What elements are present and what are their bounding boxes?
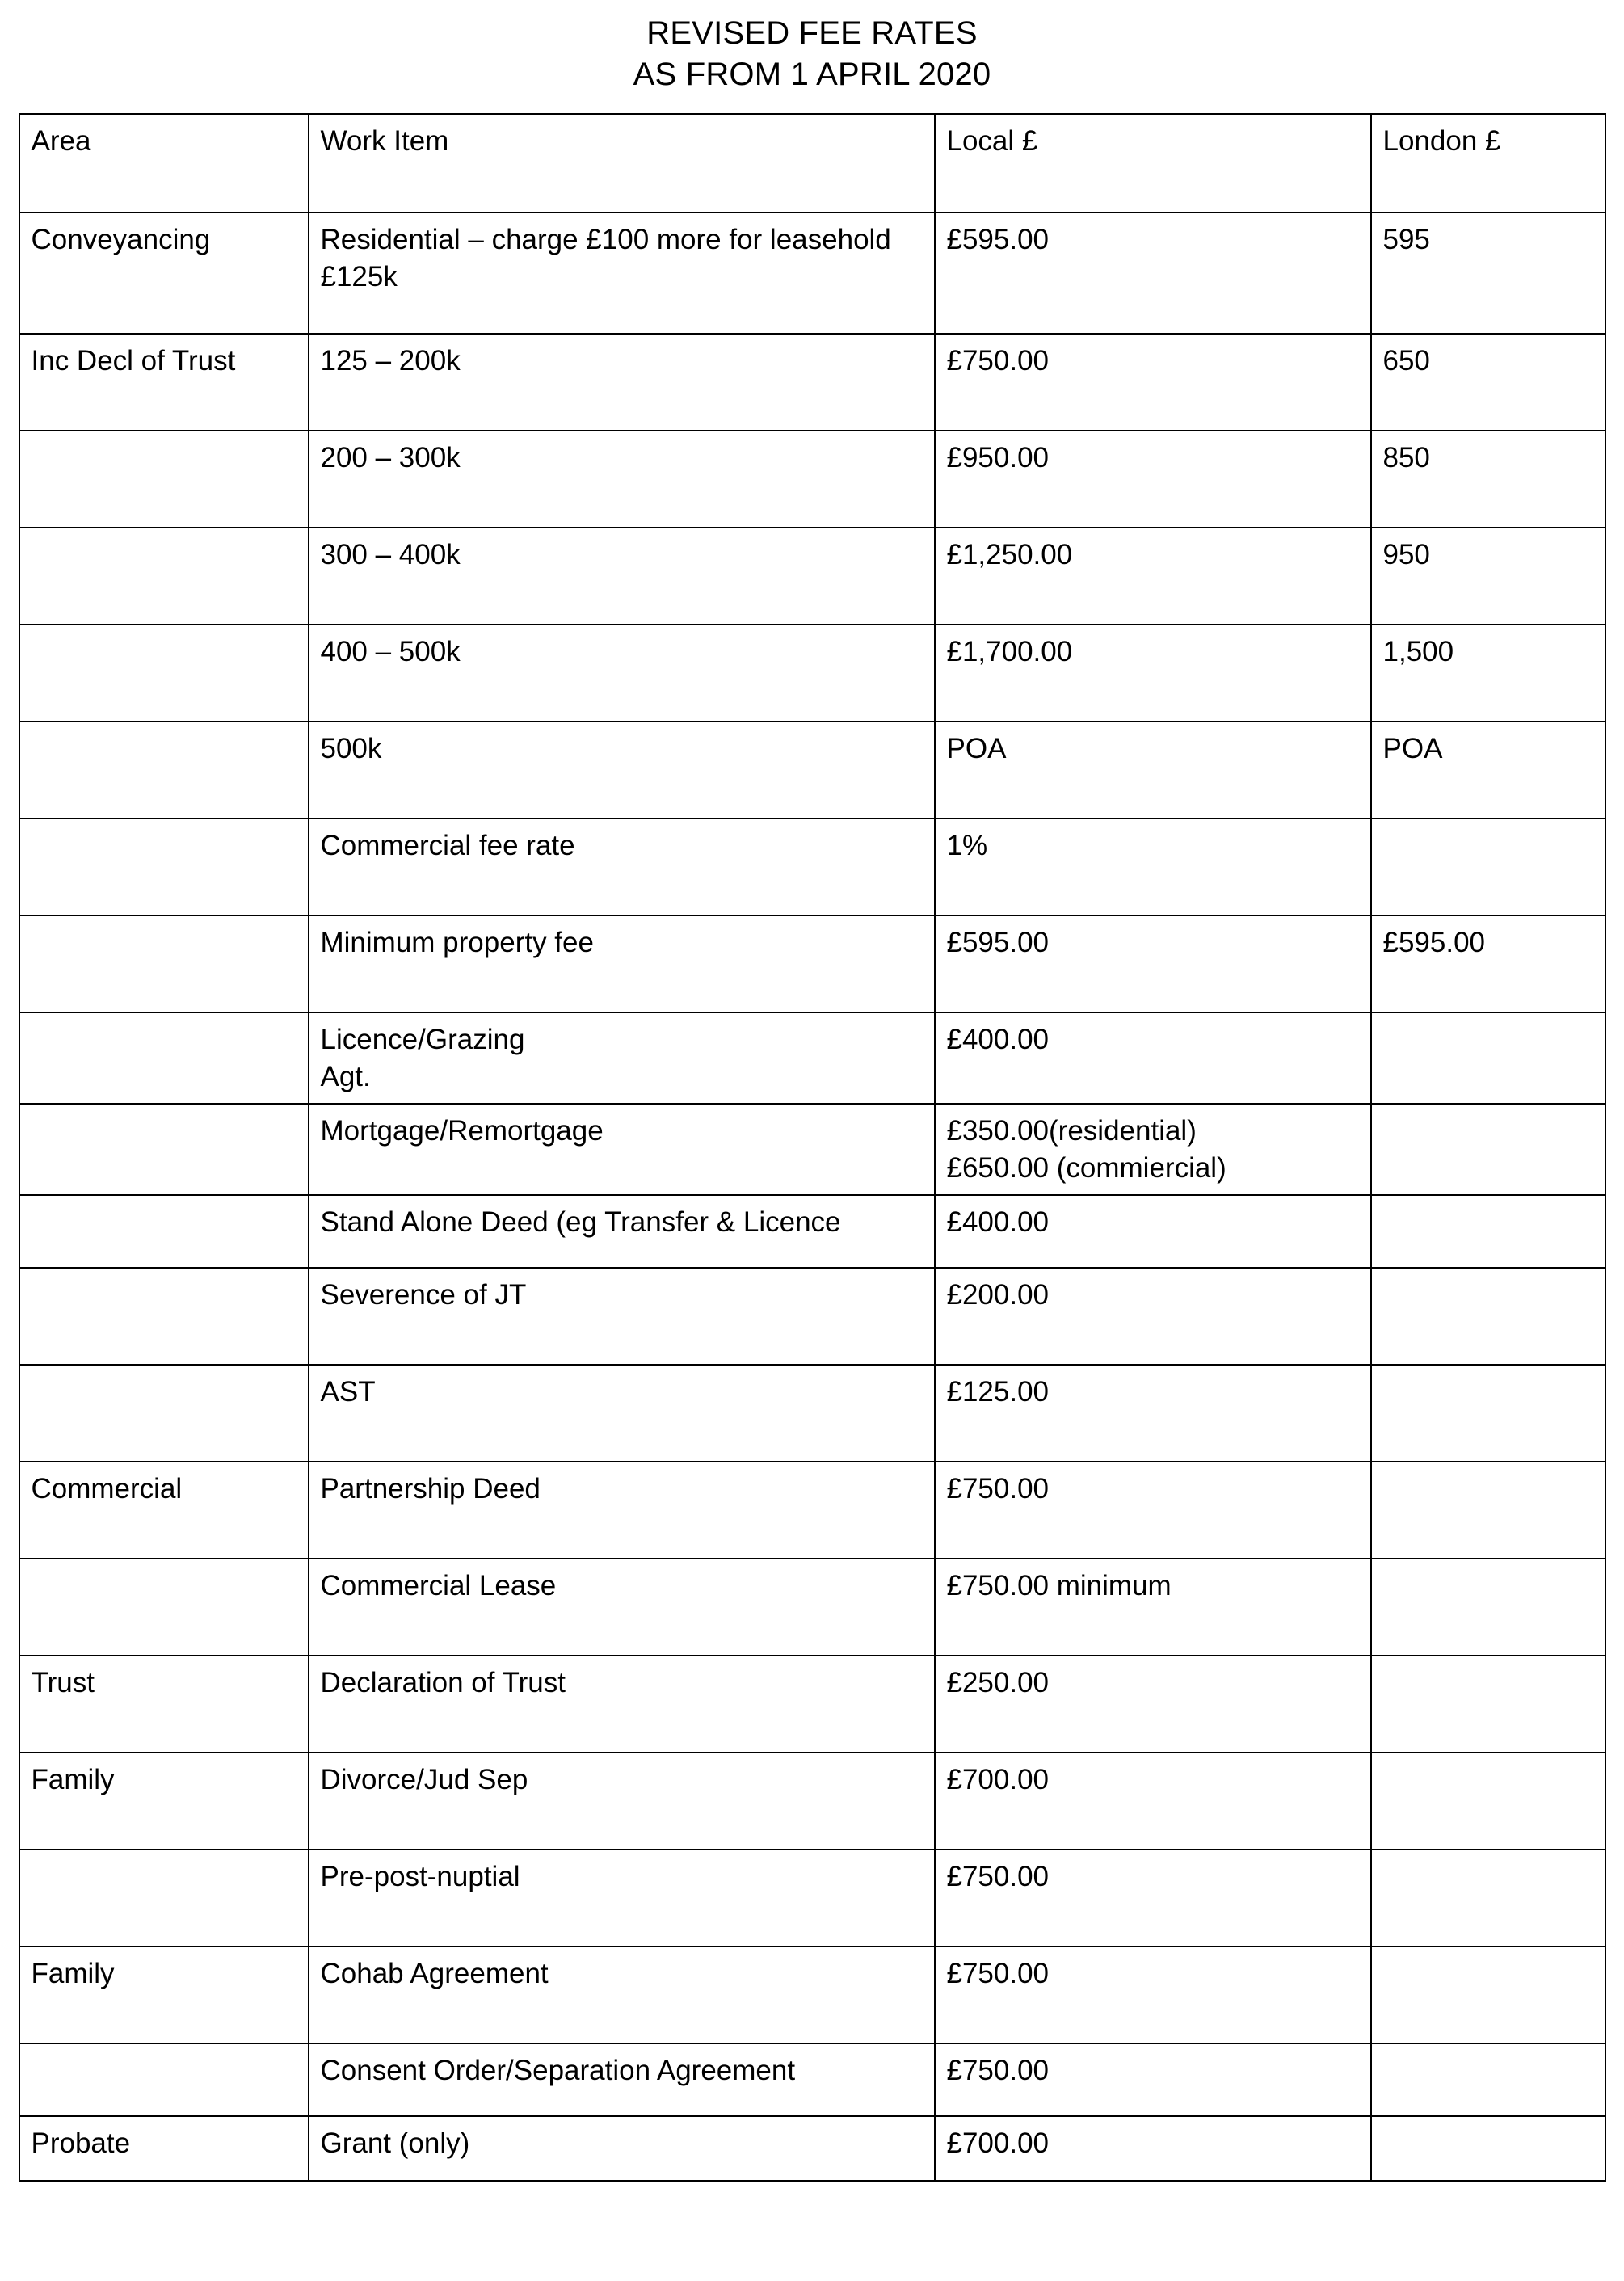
table-row	[19, 819, 1605, 915]
table-row	[19, 1656, 1605, 1753]
cell-london-fee	[1371, 1753, 1605, 1850]
cell-work-item: 300 – 400k	[309, 528, 935, 625]
cell-work-item: Stand Alone Deed (eg Transfer & Licence	[309, 1195, 935, 1268]
fee-rates-table	[19, 113, 1606, 2182]
table-row	[19, 2043, 1605, 2116]
cell-work-item: 200 – 300k	[309, 431, 935, 528]
cell-local-fee: £400.00	[935, 1012, 1371, 1104]
cell-area	[19, 1268, 309, 1365]
cell-work-item: 500k	[309, 722, 935, 819]
column-header-work-item: Work Item	[309, 114, 935, 213]
cell-work-item: Divorce/Jud Sep	[309, 1753, 935, 1850]
cell-work-item: Declaration of Trust	[309, 1656, 935, 1753]
cell-area	[19, 1365, 309, 1462]
cell-local-fee: £750.00	[935, 1462, 1371, 1559]
cell-area	[19, 1195, 309, 1268]
cell-local-fee: £1,700.00	[935, 625, 1371, 722]
table-row	[19, 722, 1605, 819]
column-header-london: London £	[1371, 114, 1605, 213]
cell-london-fee	[1371, 819, 1605, 915]
cell-work-item: Severence of JT	[309, 1268, 935, 1365]
cell-local-fee: £1,250.00	[935, 528, 1371, 625]
table-row	[19, 2116, 1605, 2181]
cell-work-item: Mortgage/Remortgage	[309, 1104, 935, 1195]
cell-area	[19, 625, 309, 722]
cell-london-fee	[1371, 2043, 1605, 2116]
cell-local-fee: 1%	[935, 819, 1371, 915]
cell-london-fee	[1371, 1462, 1605, 1559]
table-row	[19, 625, 1605, 722]
cell-work-item: 125 – 200k	[309, 334, 935, 431]
cell-local-fee: £750.00 minimum	[935, 1559, 1371, 1656]
cell-work-item: Licence/Grazing Agt.	[309, 1012, 935, 1104]
cell-area	[19, 431, 309, 528]
table-row	[19, 1462, 1605, 1559]
table-row	[19, 528, 1605, 625]
cell-london-fee	[1371, 1656, 1605, 1753]
table-row	[19, 1946, 1605, 2043]
cell-area	[19, 819, 309, 915]
cell-local-fee: £750.00	[935, 2043, 1371, 2116]
cell-local-fee: £595.00	[935, 915, 1371, 1012]
cell-london-fee: £595.00	[1371, 915, 1605, 1012]
table-header-row	[19, 114, 1605, 213]
cell-work-item: Grant (only)	[309, 2116, 935, 2181]
cell-local-fee: £700.00	[935, 2116, 1371, 2181]
cell-area	[19, 1850, 309, 1946]
table-row	[19, 213, 1605, 334]
cell-area: Family	[19, 1753, 309, 1850]
cell-area	[19, 1104, 309, 1195]
column-header-area: Area	[19, 114, 309, 213]
cell-local-fee: £250.00	[935, 1656, 1371, 1753]
cell-local-fee: £950.00	[935, 431, 1371, 528]
cell-local-fee: £400.00	[935, 1195, 1371, 1268]
cell-work-item: Pre-post-nuptial	[309, 1850, 935, 1946]
table-row	[19, 1012, 1605, 1104]
table-row	[19, 431, 1605, 528]
page-title-line-1: REVISED FEE RATES	[646, 15, 978, 51]
cell-london-fee	[1371, 1365, 1605, 1462]
cell-local-fee: £750.00	[935, 1946, 1371, 2043]
cell-work-item: Residential – charge £100 more for leasehold £125k	[309, 213, 935, 334]
cell-area	[19, 915, 309, 1012]
cell-area: Trust	[19, 1656, 309, 1753]
table-row	[19, 1195, 1605, 1268]
cell-london-fee	[1371, 1104, 1605, 1195]
table-row	[19, 1753, 1605, 1850]
cell-london-fee: POA	[1371, 722, 1605, 819]
table-row	[19, 1365, 1605, 1462]
cell-work-item: AST	[309, 1365, 935, 1462]
page-title	[0, 0, 1624, 95]
cell-london-fee	[1371, 1012, 1605, 1104]
cell-london-fee	[1371, 1946, 1605, 2043]
table-row	[19, 334, 1605, 431]
cell-london-fee: 595	[1371, 213, 1605, 334]
cell-area: Conveyancing	[19, 213, 309, 334]
cell-work-item: Minimum property fee	[309, 915, 935, 1012]
cell-local-fee: £595.00	[935, 213, 1371, 334]
cell-local-fee: £125.00	[935, 1365, 1371, 1462]
cell-local-fee: POA	[935, 722, 1371, 819]
table-row	[19, 1268, 1605, 1365]
cell-london-fee	[1371, 1850, 1605, 1946]
cell-local-fee: £700.00	[935, 1753, 1371, 1850]
cell-london-fee	[1371, 2116, 1605, 2181]
cell-local-fee: £750.00	[935, 334, 1371, 431]
cell-area	[19, 2043, 309, 2116]
cell-london-fee	[1371, 1268, 1605, 1365]
page-title-line-2: AS FROM 1 APRIL 2020	[633, 57, 991, 93]
cell-area	[19, 1012, 309, 1104]
cell-local-fee: £350.00(residential) £650.00 (commiercial)	[935, 1104, 1371, 1195]
cell-area	[19, 528, 309, 625]
cell-work-item: Partnership Deed	[309, 1462, 935, 1559]
cell-work-item: Consent Order/Separation Agreement	[309, 2043, 935, 2116]
column-header-local: Local £	[935, 114, 1371, 213]
cell-work-item: Commercial Lease	[309, 1559, 935, 1656]
cell-london-fee: 650	[1371, 334, 1605, 431]
table-row	[19, 1559, 1605, 1656]
cell-area	[19, 722, 309, 819]
cell-london-fee: 950	[1371, 528, 1605, 625]
cell-area: Commercial	[19, 1462, 309, 1559]
cell-area	[19, 1559, 309, 1656]
table-row	[19, 915, 1605, 1012]
cell-london-fee: 1,500	[1371, 625, 1605, 722]
cell-work-item: Cohab Agreement	[309, 1946, 935, 2043]
cell-area: Probate	[19, 2116, 309, 2181]
cell-work-item: Commercial fee rate	[309, 819, 935, 915]
cell-local-fee: £750.00	[935, 1850, 1371, 1946]
cell-work-item: 400 – 500k	[309, 625, 935, 722]
cell-local-fee: £200.00	[935, 1268, 1371, 1365]
cell-london-fee: 850	[1371, 431, 1605, 528]
table-row	[19, 1850, 1605, 1946]
cell-london-fee	[1371, 1559, 1605, 1656]
cell-area: Family	[19, 1946, 309, 2043]
cell-london-fee	[1371, 1195, 1605, 1268]
cell-area: Inc Decl of Trust	[19, 334, 309, 431]
table-row	[19, 1104, 1605, 1195]
